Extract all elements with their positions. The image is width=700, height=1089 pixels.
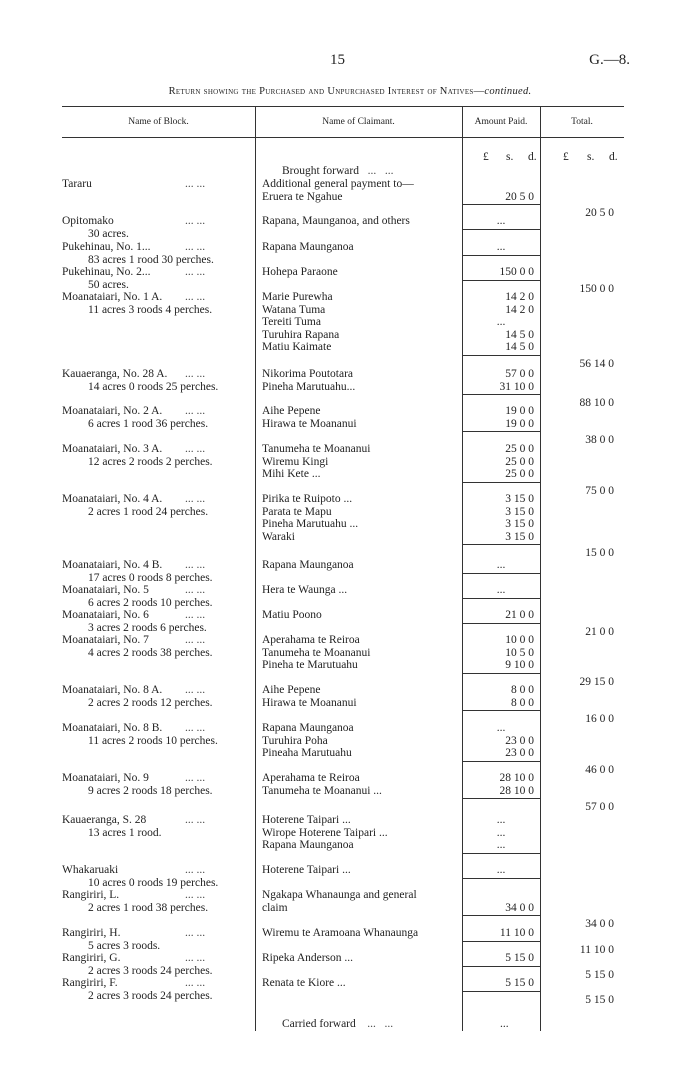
claimant-name: Wirope Hoterene Taipari ... — [262, 826, 388, 839]
block-area: 3 acres 2 roods 6 perches. — [88, 621, 207, 634]
amount-subtotal-rule — [462, 394, 540, 395]
claimant-name: Wiremu te Aramoana Whanaunga — [262, 927, 419, 939]
claimant-name: claim — [262, 901, 288, 914]
amount-subtotal-rule — [462, 966, 540, 967]
block-area: 2 acres 2 roods 12 perches. — [88, 696, 213, 709]
block-area: 9 acres 2 roods 18 perches. — [88, 784, 213, 797]
amount-subtotal-rule — [462, 915, 540, 916]
block-name: Kauaeranga, No. 28 A. — [62, 368, 168, 380]
block-name: Moanataiari, No. 9 — [62, 772, 149, 784]
block-leader-dots: ... ... — [185, 241, 206, 253]
block-name: Whakaruaki — [62, 864, 119, 876]
total-amount: 16 0 0 — [585, 713, 614, 726]
block-name: Pukehinau, No. 2... — [62, 266, 151, 278]
block-leader-dots: ... ... — [185, 684, 206, 696]
claimant-name: Hoterene Taipari ... — [262, 864, 351, 876]
block-leader-dots: ... ... — [185, 977, 206, 989]
amount-paid: 28 10 0 — [499, 772, 534, 784]
block-leader-dots: ... ... — [185, 405, 206, 417]
claimant-name: Ripeka Anderson ... — [262, 952, 354, 964]
column-divider-2 — [462, 106, 463, 1031]
block-area: 12 acres 2 roods 2 perches. — [88, 455, 213, 468]
title-continued: continued. — [484, 86, 532, 97]
claimant-name: Tanumeha te Moananui — [262, 443, 371, 455]
brought-forward-label: Brought forward ... ... — [282, 165, 394, 177]
claimant-name: Marie Purewha — [262, 291, 333, 303]
block-area: 6 acres 1 rood 36 perches. — [88, 417, 209, 430]
block-name: Rangiriri, L. — [62, 889, 120, 901]
amount-paid: 3 15 0 — [505, 518, 534, 531]
claimant-name: Hera te Waunga ... — [262, 584, 348, 596]
block-leader-dots: ... ... — [185, 927, 206, 939]
total-amount: 29 15 0 — [579, 675, 614, 688]
amount-paid: 25 0 0 — [505, 468, 534, 481]
block-name: Moanataiari, No. 3 A. — [62, 443, 163, 455]
claimant-name: Hohepa Paraone — [262, 266, 338, 278]
amount-paid: ... — [496, 215, 506, 227]
block-name: Pukehinau, No. 1... — [62, 241, 151, 253]
claimant-name: Nikorima Poutotara — [262, 368, 354, 380]
amount-paid: 20 5 0 — [505, 190, 534, 203]
amount-subtotal-rule — [462, 255, 540, 256]
block-leader-dots: ... ... — [185, 266, 206, 278]
block-area: 4 acres 2 roods 38 perches. — [88, 646, 213, 659]
claimant-name: Waraki — [262, 530, 295, 543]
block-leader-dots: ... ... — [185, 493, 206, 505]
amount-paid: 25 0 0 — [505, 443, 534, 455]
amount-paid: ... — [496, 584, 506, 596]
block-name: Moanataiari, No. 6 — [62, 609, 149, 621]
block-name: Moanataiari, No. 8 A. — [62, 684, 163, 696]
block-name: Moanataiari, No. 7 — [62, 634, 149, 646]
block-leader-dots: ... ... — [185, 178, 206, 190]
page-number: 15 — [330, 52, 345, 68]
block-leader-dots: ... ... — [185, 864, 206, 876]
block-area: 2 acres 1 rood 24 perches. — [88, 505, 209, 518]
amount-paid: 11 10 0 — [499, 927, 534, 939]
claimant-name: Additional general payment to— — [262, 178, 414, 190]
block-name: Moanataiari, No. 5 — [62, 584, 149, 596]
block-area: 11 acres 3 roods 4 perches. — [88, 303, 213, 316]
total-amount: 88 10 0 — [579, 397, 614, 410]
currency-pence-paid: d. — [528, 151, 537, 163]
block-name: Moanataiari, No. 1 A. — [62, 291, 163, 303]
amount-paid: 31 10 0 — [499, 380, 534, 393]
claimant-name: Rapana Maunganoa — [262, 241, 354, 253]
column-divider-3 — [540, 106, 541, 1031]
total-amount: 11 10 0 — [579, 943, 614, 956]
block-leader-dots: ... ... — [185, 291, 206, 303]
claimant-name: Pirika te Ruipoto ... — [262, 493, 353, 505]
currency-shillings-paid: s. — [506, 151, 514, 163]
amount-paid: 57 0 0 — [505, 368, 534, 380]
block-leader-dots: ... ... — [185, 952, 206, 964]
total-amount: 21 0 0 — [585, 625, 614, 638]
amount-paid: 25 0 0 — [505, 455, 534, 468]
block-area: 30 acres. — [88, 227, 129, 240]
amount-subtotal-rule — [462, 544, 540, 545]
amount-subtotal-rule — [462, 673, 540, 674]
amount-subtotal-rule — [462, 761, 540, 762]
claimant-name: Aperahama te Reiroa — [262, 772, 360, 784]
total-amount: 5 15 0 — [585, 968, 614, 981]
amount-subtotal-rule — [462, 280, 540, 281]
claimant-name: Mihi Kete ... — [262, 468, 321, 481]
claimant-name: Aihe Pepene — [262, 405, 321, 417]
amount-subtotal-rule — [462, 991, 540, 992]
amount-paid: ... — [496, 826, 506, 839]
amount-paid: ... — [496, 316, 506, 329]
amount-paid: 28 10 0 — [499, 784, 534, 797]
claimant-name: Eruera te Ngahue — [262, 190, 343, 203]
amount-subtotal-rule — [462, 878, 540, 879]
claimant-name: Wiremu Kingi — [262, 455, 329, 468]
claimant-name: Turuhira Rapana — [262, 328, 340, 341]
claimant-name: Aperahama te Reiroa — [262, 634, 360, 646]
block-name: Moanataiari, No. 4 A. — [62, 493, 163, 505]
block-leader-dots: ... ... — [185, 889, 206, 901]
claimant-name: Tanumeha te Moananui ... — [262, 784, 382, 797]
block-name: Rangiriri, H. — [62, 927, 121, 939]
column-header-total: Total. — [571, 117, 593, 127]
claimant-name: Watana Tuma — [262, 303, 326, 316]
amount-paid: 10 0 0 — [505, 634, 534, 646]
block-name: Moanataiari, No. 8 B. — [62, 722, 163, 734]
claimant-name: Hirawa te Moananui — [262, 696, 357, 709]
amount-paid: 14 2 0 — [505, 303, 534, 316]
table-title — [0, 86, 700, 97]
block-area: 83 acres 1 rood 30 perches. — [88, 253, 214, 266]
amount-paid: ... — [496, 241, 506, 253]
block-area: 10 acres 0 roods 19 perches. — [88, 876, 219, 889]
total-amount: 34 0 0 — [585, 918, 614, 931]
currency-shillings-total: s. — [587, 151, 595, 163]
currency-pounds-paid: £ — [483, 151, 489, 163]
block-area: 14 acres 0 roods 25 perches. — [88, 380, 219, 393]
amount-paid: 5 15 0 — [505, 977, 534, 989]
amount-paid: 150 0 0 — [499, 266, 534, 278]
amount-paid: ... — [496, 559, 506, 571]
block-area: 13 acres 1 rood. — [88, 826, 162, 839]
amount-paid: 10 5 0 — [505, 646, 534, 659]
claimant-name: Pineha Marutuahu... — [262, 380, 356, 393]
amount-paid: 23 0 0 — [505, 734, 534, 747]
block-leader-dots: ... ... — [185, 609, 206, 621]
block-name: Kauaeranga, S. 28 — [62, 814, 147, 826]
block-name: Opitomako — [62, 215, 114, 227]
carried-forward-paid: ... — [500, 1018, 509, 1030]
block-leader-dots: ... ... — [185, 722, 206, 734]
total-amount: 150 0 0 — [579, 282, 614, 295]
total-amount: 38 0 0 — [585, 434, 614, 447]
total-amount: 75 0 0 — [585, 484, 614, 497]
block-leader-dots: ... ... — [185, 443, 206, 455]
amount-paid: 5 15 0 — [505, 952, 534, 964]
amount-subtotal-rule — [462, 598, 540, 599]
claimant-name: Rapana Maunganoa — [262, 839, 354, 852]
column-divider-1 — [255, 106, 256, 1031]
block-area: 50 acres. — [88, 278, 129, 291]
amount-subtotal-rule — [462, 229, 540, 230]
document-code: G.—8. — [589, 52, 630, 68]
column-header-block: Name of Block. — [128, 117, 189, 127]
total-amount: 46 0 0 — [585, 763, 614, 776]
currency-pounds-total: £ — [563, 151, 569, 163]
amount-paid: 8 0 0 — [511, 696, 534, 709]
amount-paid: ... — [496, 722, 506, 734]
claimant-name: Turuhira Poha — [262, 734, 328, 747]
block-area: 11 acres 2 roods 10 perches. — [88, 734, 218, 747]
claimant-name: Parata te Mapu — [262, 505, 332, 518]
claimant-name: Aihe Pepene — [262, 684, 321, 696]
claimant-name: Ngakapa Whanaunga and general — [262, 889, 417, 901]
amount-paid: 14 5 0 — [505, 328, 534, 341]
claimant-name: Pineha Marutuahu ... — [262, 518, 359, 531]
block-name: Moanataiari, No. 4 B. — [62, 559, 163, 571]
block-leader-dots: ... ... — [185, 584, 206, 596]
amount-subtotal-rule — [462, 204, 540, 205]
block-leader-dots: ... ... — [185, 772, 206, 784]
amount-subtotal-rule — [462, 355, 540, 356]
title-main: Return showing the Purchased and Unpurchased Interest of Natives— — [168, 86, 485, 97]
amount-subtotal-rule — [462, 853, 540, 854]
claimant-name: Renata te Kiore ... — [262, 977, 346, 989]
block-leader-dots: ... ... — [185, 814, 206, 826]
amount-paid: 3 15 0 — [505, 505, 534, 518]
claimant-name: Rapana, Maunganoa, and others — [262, 215, 410, 227]
amount-paid: ... — [496, 864, 506, 876]
block-leader-dots: ... ... — [185, 559, 206, 571]
total-amount: 56 14 0 — [579, 358, 614, 370]
claimant-name: Tereiti Tuma — [262, 316, 321, 329]
block-area: 2 acres 3 roods 24 perches. — [88, 964, 213, 977]
total-amount: 15 0 0 — [585, 547, 614, 560]
carried-forward-label: Carried forward ... ... — [282, 1018, 394, 1030]
amount-subtotal-rule — [462, 573, 540, 574]
column-header-claimant: Name of Claimant. — [322, 117, 395, 127]
block-area: 2 acres 3 roods 24 perches. — [88, 989, 213, 1002]
amount-paid: 14 2 0 — [505, 291, 534, 303]
amount-paid: 23 0 0 — [505, 747, 534, 760]
amount-subtotal-rule — [462, 798, 540, 799]
block-name: Rangiriri, G. — [62, 952, 121, 964]
amount-subtotal-rule — [462, 623, 540, 624]
amount-paid: 19 0 0 — [505, 405, 534, 417]
amount-paid: 9 10 0 — [505, 659, 534, 672]
claimant-name: Hirawa te Moananui — [262, 417, 357, 430]
block-leader-dots: ... ... — [185, 215, 206, 227]
total-amount: 20 5 0 — [585, 207, 614, 220]
claimant-name: Pineha te Marutuahu — [262, 659, 358, 672]
block-area: 17 acres 0 roods 8 perches. — [88, 571, 213, 584]
amount-subtotal-rule — [462, 941, 540, 942]
block-area: 2 acres 1 rood 38 perches. — [88, 901, 209, 914]
amount-paid: ... — [496, 814, 506, 826]
claimant-name: Tanumeha te Moananui — [262, 646, 371, 659]
block-name: Tararu — [62, 178, 92, 190]
total-amount: 57 0 0 — [585, 801, 614, 814]
amount-subtotal-rule — [462, 710, 540, 711]
currency-pence-total: d. — [609, 151, 618, 163]
block-area: 5 acres 3 roods. — [88, 939, 161, 952]
block-area: 6 acres 2 roods 10 perches. — [88, 596, 213, 609]
block-leader-dots: ... ... — [185, 634, 206, 646]
amount-paid: 8 0 0 — [511, 684, 534, 696]
amount-paid: 21 0 0 — [505, 609, 534, 621]
amount-subtotal-rule — [462, 431, 540, 432]
amount-paid: 3 15 0 — [505, 530, 534, 543]
amount-paid: 19 0 0 — [505, 417, 534, 430]
amount-paid: 14 5 0 — [505, 341, 534, 354]
block-name: Rangiriri, F. — [62, 977, 118, 989]
claimant-name: Rapana Maunganoa — [262, 559, 354, 571]
amount-subtotal-rule — [462, 482, 540, 483]
block-leader-dots: ... ... — [185, 368, 206, 380]
column-header-paid: Amount Paid. — [474, 117, 528, 127]
amount-paid: 3 15 0 — [505, 493, 534, 505]
claimant-name: Hoterene Taipari ... — [262, 814, 351, 826]
claimant-name: Matiu Kaimate — [262, 341, 332, 354]
claimant-name: Rapana Maunganoa — [262, 722, 354, 734]
claimant-name: Matiu Poono — [262, 609, 322, 621]
amount-paid: ... — [496, 839, 506, 852]
total-amount: 5 15 0 — [585, 993, 614, 1006]
amount-paid: 34 0 0 — [505, 901, 534, 914]
block-name: Moanataiari, No. 2 A. — [62, 405, 163, 417]
claimant-name: Pineaha Marutuahu — [262, 747, 352, 760]
